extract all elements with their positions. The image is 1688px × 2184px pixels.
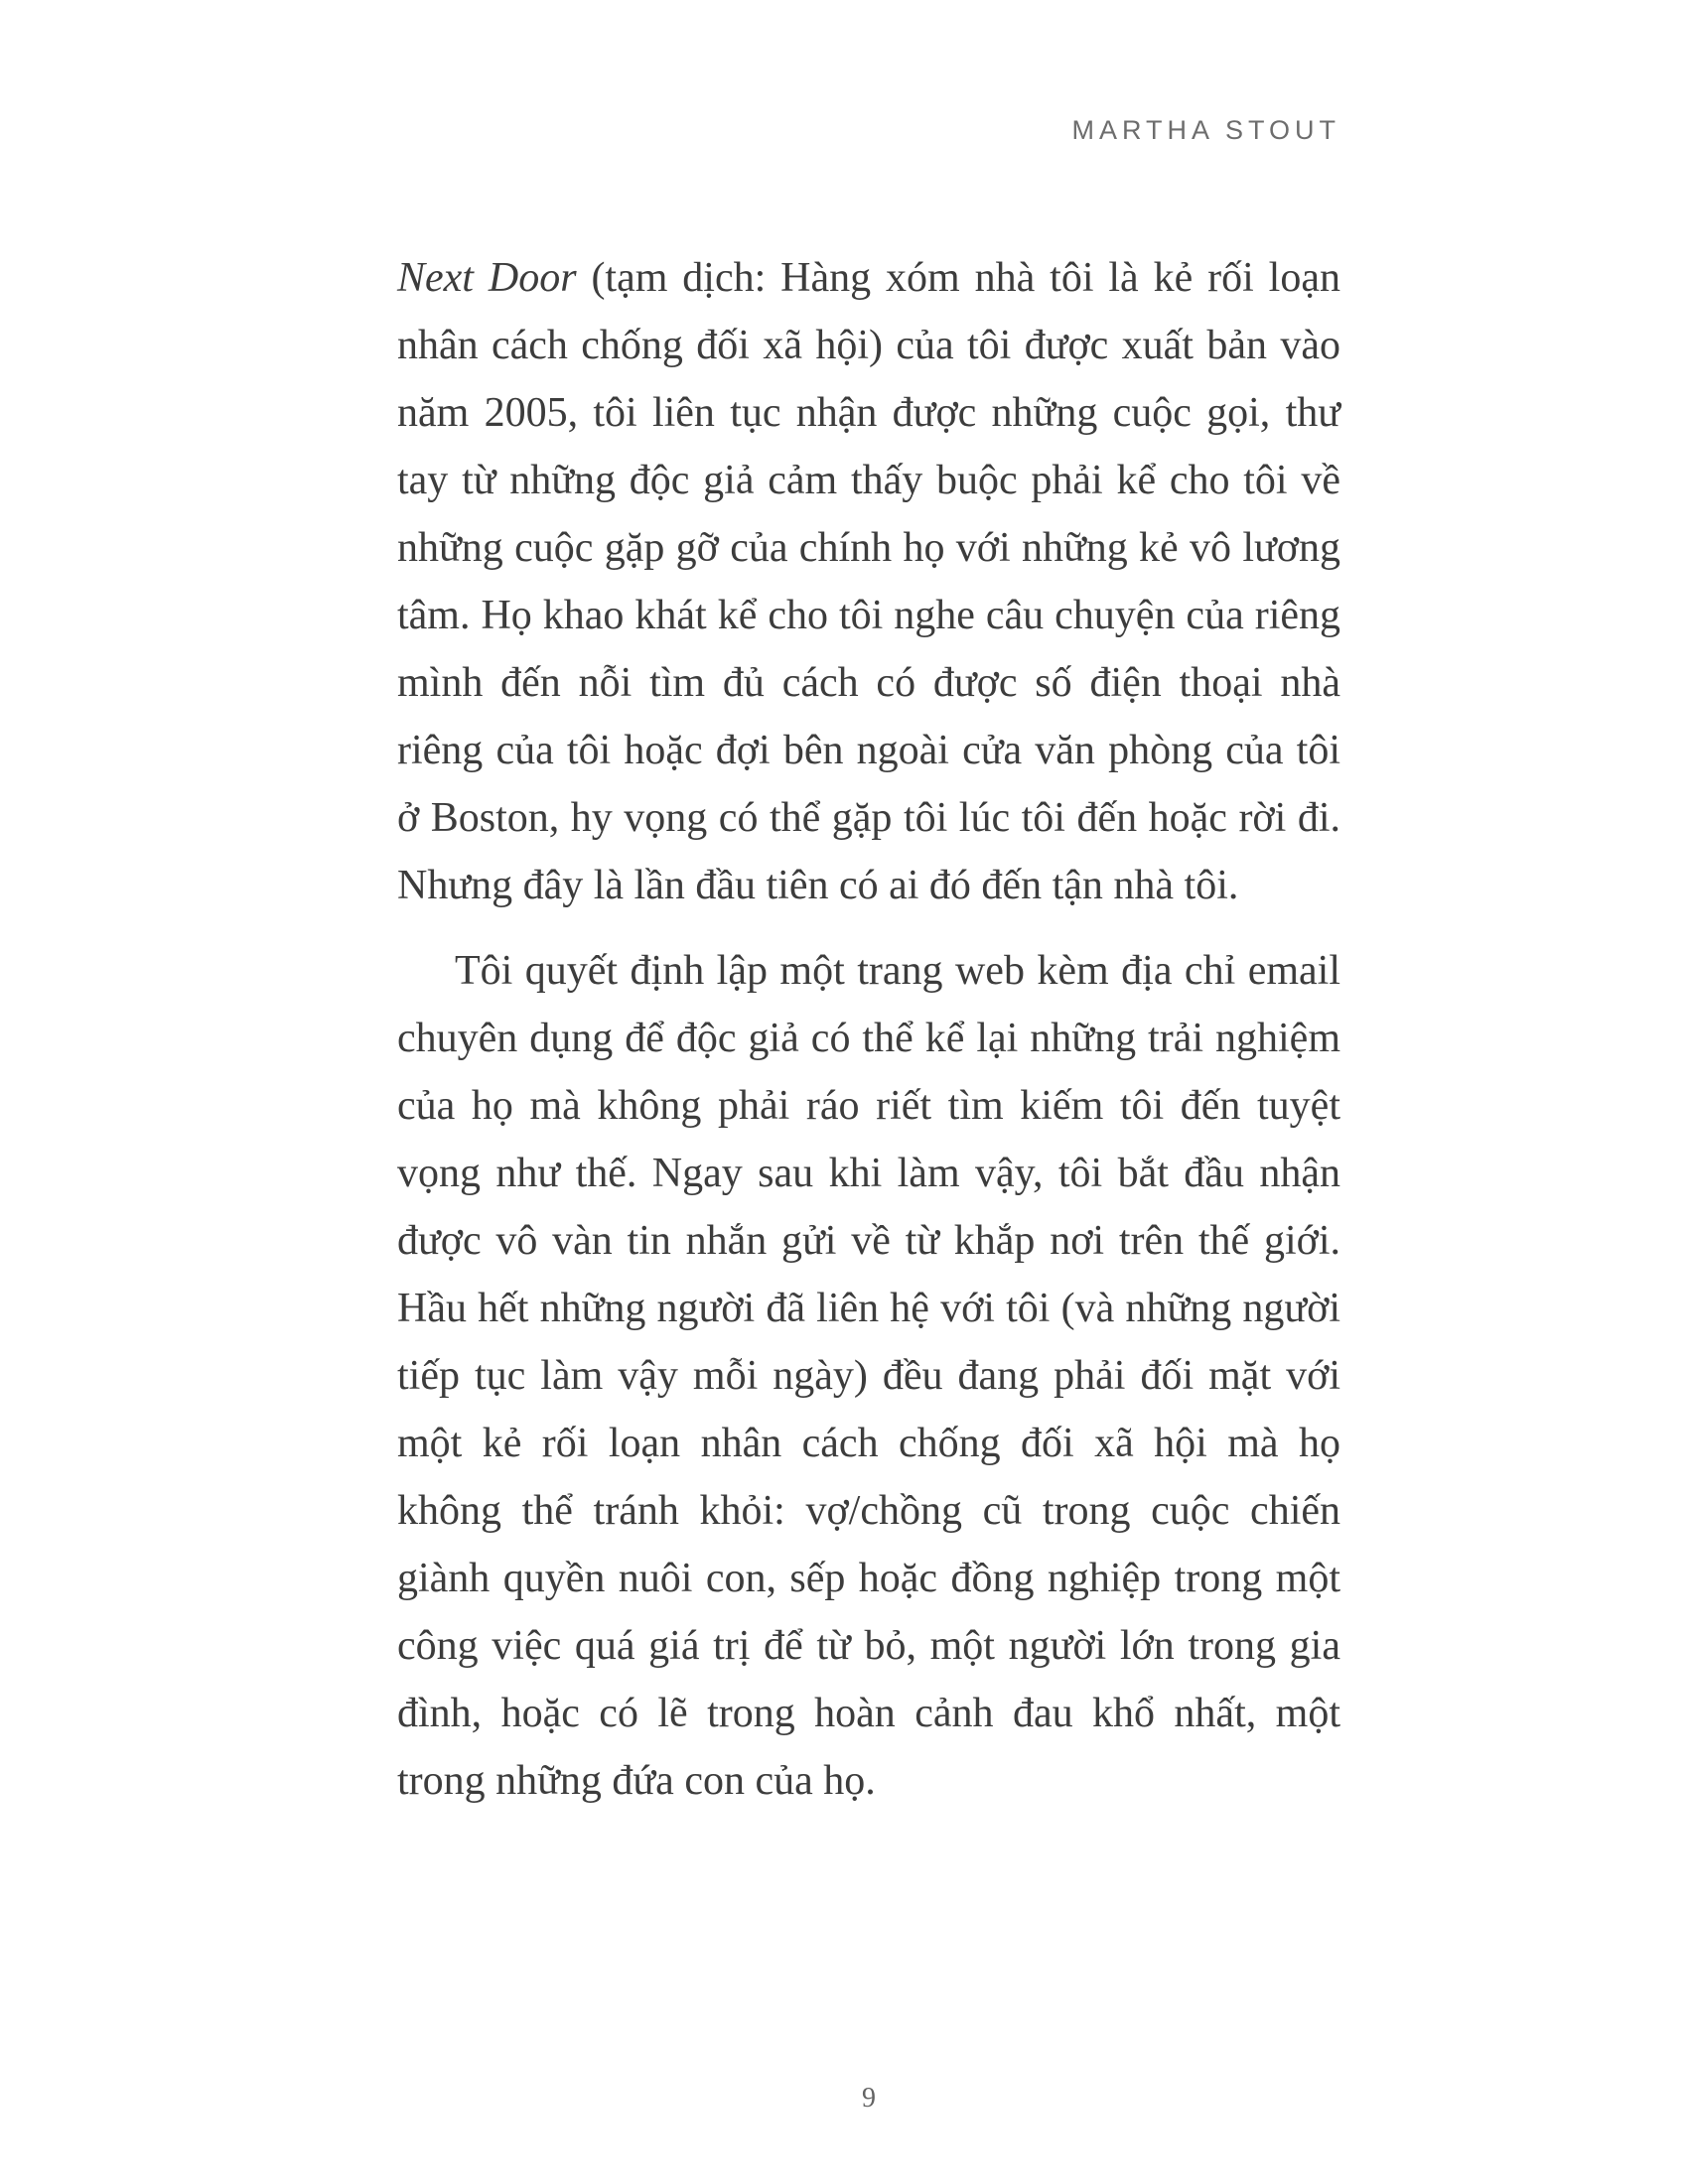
page-text: [397, 244, 1340, 1833]
page-number: 9: [862, 2083, 876, 2114]
book-title-italic: Next Door: [397, 255, 577, 301]
running-header-author: MARTHA STOUT: [1071, 115, 1340, 145]
paragraph: [397, 937, 1340, 1815]
paragraph-text: (tạm dịch: Hàng xóm nhà tôi là kẻ rối loạn nhân cách chống đối xã hội) của tôi được xuất bản vào năm 2005, tôi liên tục nhận được những cuộc gọi, thư tay từ những độc giả cảm thấy buộc phải kể cho tôi về những cuộc gặp gỡ của chính họ với những kẻ vô lương tâm. Họ khao khát kể cho tôi nghe câu chuyện của riêng mình đến nỗi tìm đủ cách có được số điện thoại nhà riêng của tôi hoặc đợi bên ngoài cửa văn phòng của tôi ở Boston, hy vọng có thể gặp tôi lúc tôi đến hoặc rời đi. Nhưng đây là lần đầu tiên có ai đó đến tận nhà tôi.: [397, 255, 1340, 908]
paragraph: [397, 244, 1340, 919]
paragraph-text: Tôi quyết định lập một trang web kèm địa chỉ email chuyên dụng để độc giả có thể kể lại những trải nghiệm của họ mà không phải ráo riết tìm kiếm tôi đến tuyệt vọng như thế. Ngay sau khi làm vậy, tôi bắt đầu nhận được vô vàn tin nhắn gửi về từ khắp nơi trên thế giới. Hầu hết những người đã liên hệ với tôi (và những người tiếp tục làm vậy mỗi ngày) đều đang phải đối mặt với một kẻ rối loạn nhân cách chống đối xã hội mà họ không thể tránh khỏi: vợ/chồng cũ trong cuộc chiến giành quyền nuôi con, sếp hoặc đồng nghiệp trong một công việc quá giá trị để từ bỏ, một người lớn trong gia đình, hoặc có lẽ trong hoàn cảnh đau khổ nhất, một trong những đứa con của họ.: [397, 948, 1340, 1804]
